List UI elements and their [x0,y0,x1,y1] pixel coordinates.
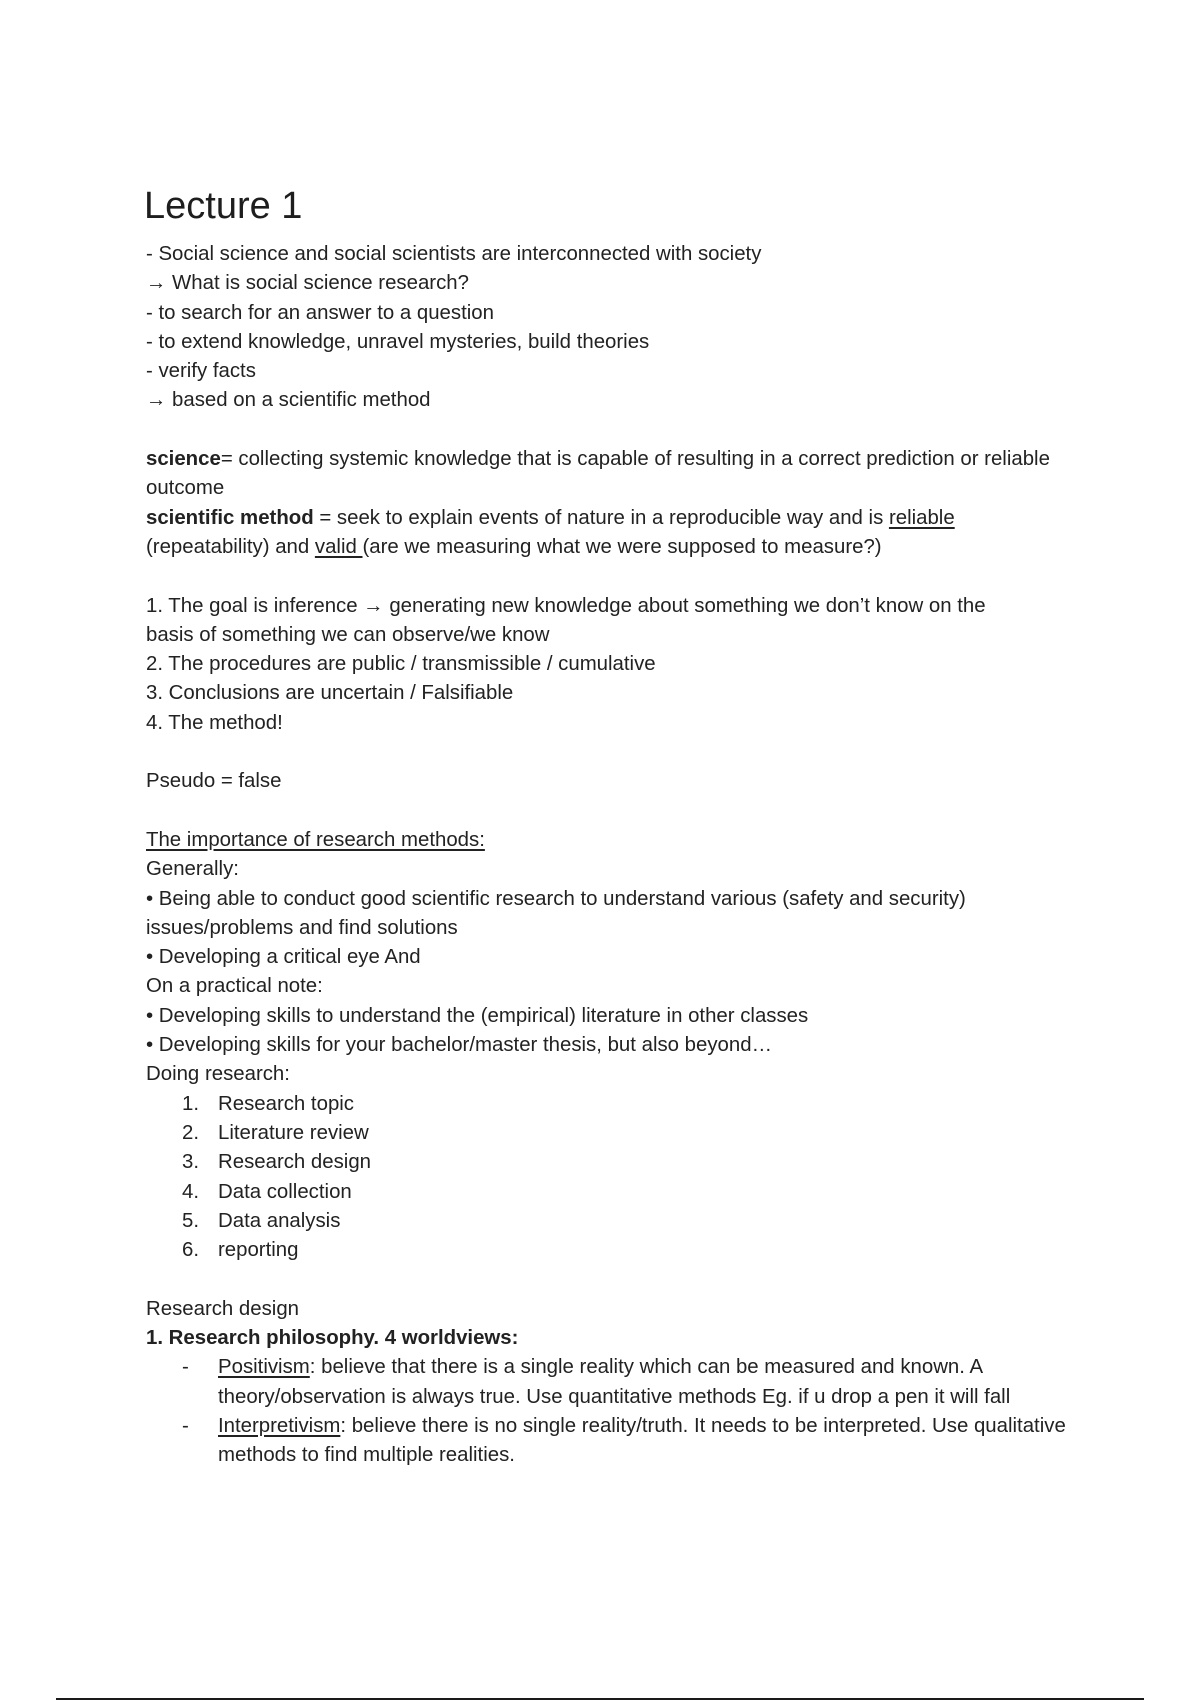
list-text: reporting [218,1239,299,1262]
list-item [182,1353,1066,1412]
principles-list [146,592,1066,738]
list-number: 6. [182,1239,200,1262]
list-item [182,1148,1066,1177]
list-text: Data analysis [218,1209,341,1232]
research-design-heading: Research design [146,1297,300,1320]
list-item [182,1090,1066,1119]
bullet-item: • Developing skills to understand the (empirical) literature in other classes [146,1004,809,1027]
list-text: Data collection [218,1180,352,1203]
intro-line: - to extend knowledge, unravel mysteries, build theories [146,330,650,353]
principle-item: 1. The goal is inference → generating new knowledge about something we don’t know on the basis of something we can observe/we know [146,594,986,646]
practical-label: On a practical note: [146,975,323,998]
research-philosophy-text: 1. Research philosophy. 4 worldviews: [146,1326,519,1349]
worldviews-list [182,1353,1066,1470]
list-number: 5. [182,1209,200,1232]
positivism-term: Positivism [218,1356,310,1379]
intro-line: - Social science and social scientists are interconnected with society [146,243,762,265]
list-item [182,1236,1066,1265]
intro-line: → What is social science research? [146,272,469,295]
page-title: Lecture 1 [144,185,303,227]
list-text: Research topic [218,1092,355,1115]
list-number: 3. [182,1151,200,1174]
principle-item: 4. The method! [146,711,283,734]
list-item [182,1178,1066,1207]
science-definition [146,445,1066,504]
science-text: = collecting systemic knowledge that is capable of resulting in a correct prediction or reliable outcome [146,448,1050,500]
repeatability-text: (repeatability) and [146,535,315,558]
valid-text: (are we measuring what we were supposed to measure?) [362,535,882,558]
method-term: scientific method [146,506,314,529]
intro-line: - verify facts [146,360,256,383]
bullet-item: • Developing skills for your bachelor/master thesis, but also beyond… [146,1034,772,1057]
reliable-word: reliable [888,506,955,529]
intro-line: → based on a scientific method [146,389,431,412]
method-text: = seek to explain events of nature in a reproducible way and is [313,506,889,529]
interpretivism-term: Interpretivism [218,1414,341,1437]
positivism-text: : believe that there is a single reality which can be measured and known. A theory/observation is always true. Use quantitative methods Eg. if u drop a pen it will fall [218,1356,1011,1408]
method-definition [146,504,1066,563]
list-dash: - [182,1356,189,1379]
list-number: 1. [182,1092,200,1115]
principle-item: 3. Conclusions are uncertain / Falsifiable [146,682,514,705]
bullet-item: • Developing a critical eye And [146,946,421,969]
principle-item: 2. The procedures are public / transmissible / cumulative [146,653,656,676]
intro-line: - to search for an answer to a question [146,301,494,324]
research-steps-list [182,1090,1066,1266]
generally-label: Generally: [146,858,239,881]
list-number: 2. [182,1121,200,1144]
list-item [182,1412,1066,1471]
list-number: 4. [182,1180,200,1203]
document-page [146,178,1066,1470]
intro-list [146,240,1066,416]
valid-word: valid [314,535,363,558]
list-text: Research design [218,1151,372,1174]
pseudo-definition: Pseudo = false [146,770,282,793]
bullet-item: • Being able to conduct good scientific research to understand various (safety and security) issues/problems and find solutions [146,887,966,939]
list-item [182,1207,1066,1236]
list-dash: - [182,1414,189,1437]
science-term: science [146,448,221,471]
research-philosophy-heading [146,1324,1066,1353]
list-text: Literature review [218,1121,369,1144]
doing-research-label: Doing research: [146,1063,290,1086]
importance-heading: The importance of research methods: [146,828,485,851]
list-item [182,1119,1066,1148]
interpretivism-text: : believe there is no single reality/truth. It needs to be interpreted. Use qualitative methods to find multiple realities. [218,1414,1066,1467]
